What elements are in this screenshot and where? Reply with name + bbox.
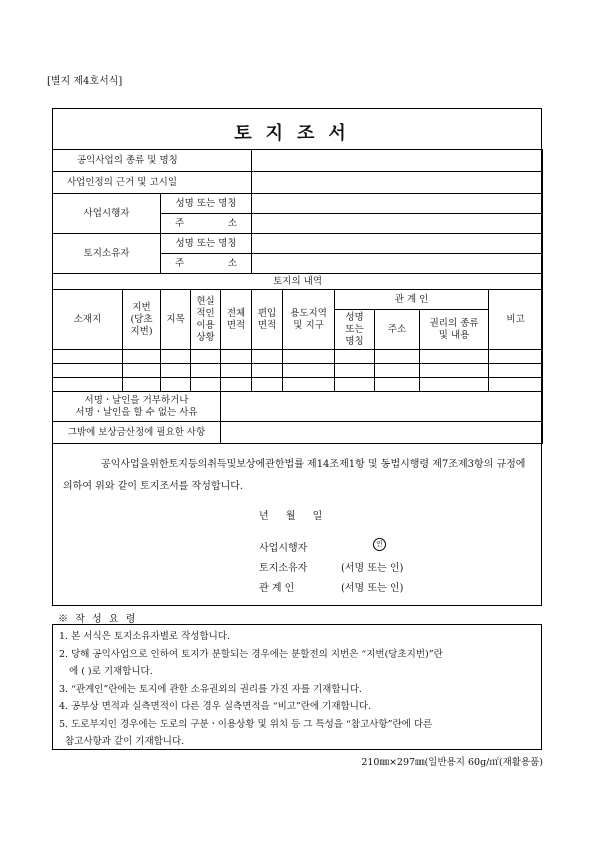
row-land-details-header: [53, 274, 543, 290]
address-left-char: 주: [175, 257, 185, 269]
operator-address-field[interactable]: [252, 214, 543, 234]
table-cell[interactable]: [489, 350, 543, 364]
form-number-label: [별지 제4호서식]: [47, 76, 123, 87]
owner-address-label: [161, 254, 252, 274]
table-cell[interactable]: [53, 350, 123, 364]
col-lot-number-line: (당초: [130, 313, 153, 325]
row-refusal-reason: [53, 392, 543, 422]
col-remarks: 비고: [489, 290, 543, 350]
guide-item: 1. 본 서식은 토지소유자별로 작성합니다.: [59, 631, 230, 642]
land-survey-table: [52, 149, 543, 444]
guide-item: 참고사항과 같이 기재합니다.: [65, 736, 185, 747]
owner-label: 토지소유자: [53, 234, 161, 274]
address-right-char: 소: [227, 217, 238, 229]
table-cell[interactable]: [191, 364, 221, 378]
col-actual-use: [191, 290, 221, 350]
table-cell[interactable]: [283, 350, 335, 364]
col-total-area-line: 면적: [226, 319, 246, 331]
paper-spec: 210㎜×297㎜(일반용지 60g/㎡(재활용품): [361, 757, 543, 768]
col-stakeholder-address: 주소: [375, 310, 420, 350]
business-name-label: 공익사업의 종류 및 명칭: [53, 150, 252, 172]
col-zone: [283, 290, 335, 350]
col-actual-use-line: 상황: [196, 331, 215, 343]
land-details-header: 토지의 내역: [53, 274, 543, 290]
table-cell[interactable]: [420, 378, 489, 392]
seal-icon: 인: [373, 538, 386, 551]
table-cell[interactable]: [221, 378, 252, 392]
refusal-reason-field[interactable]: [221, 392, 543, 422]
col-total-area-line: 전체: [226, 307, 246, 319]
col-stakeholder: 관 계 인: [335, 290, 489, 310]
col-actual-use-line: 적인: [196, 307, 215, 319]
table-cell[interactable]: [161, 378, 191, 392]
other-needed-field[interactable]: [221, 422, 543, 444]
col-stakeholder-name-line: 명칭: [345, 335, 364, 347]
col-land-category: 지목: [161, 290, 191, 350]
col-included-area: [252, 290, 283, 350]
table-cell[interactable]: [123, 350, 161, 364]
guide-item: 5. 도로부지인 경우에는 도로의 구분ㆍ이용상황 및 위치 등 그 특성을 “참고사항”란에 다른: [59, 718, 433, 730]
guide-item: 3. “관계인”란에는 토지에 관한 소유권외의 권리를 가진 자를 기재합니다.: [59, 683, 362, 695]
col-actual-use-line: 현실: [196, 295, 215, 307]
guide-item: 2. 당해 공익사업으로 인하여 토지가 분할되는 경우에는 분할전의 지번은 “지번(당초지번)”란: [59, 648, 443, 660]
table-cell[interactable]: [53, 378, 123, 392]
table-cell[interactable]: [161, 364, 191, 378]
table-cell[interactable]: [335, 350, 375, 364]
guide-item: 에 ( )로 기재합니다.: [69, 666, 153, 677]
table-cell[interactable]: [123, 378, 161, 392]
table-cell[interactable]: [221, 350, 252, 364]
col-stakeholder-name: [335, 310, 375, 350]
operator-address-label: [161, 214, 252, 234]
col-actual-use-line: 이용: [196, 319, 215, 331]
signature-owner-note: (서명 또는 인): [341, 563, 404, 574]
col-zone-line: 및 지구: [293, 319, 324, 331]
table-row: [53, 364, 543, 378]
col-stakeholder-name-line: 성명: [345, 311, 364, 323]
table-cell[interactable]: [252, 350, 283, 364]
col-lot-number-line: 지번): [130, 325, 153, 337]
row-other-needed: [53, 422, 543, 444]
col-lot-number: [123, 290, 161, 350]
refusal-reason-label: [53, 392, 221, 422]
signature-owner-label: 토지소유자: [259, 563, 308, 574]
table-cell[interactable]: [191, 350, 221, 364]
table-cell[interactable]: [53, 364, 123, 378]
table-row: [53, 350, 543, 364]
table-cell[interactable]: [420, 350, 489, 364]
operator-label: 사업시행자: [53, 194, 161, 234]
table-cell[interactable]: [161, 350, 191, 364]
table-cell[interactable]: [335, 364, 375, 378]
seal-mark: [373, 538, 386, 551]
other-needed-label: 그밖에 보상금산정에 필요한 사항: [53, 422, 221, 444]
address-right-char: 소: [227, 257, 238, 269]
col-included-area-line: 편입: [257, 307, 277, 319]
operator-name-field[interactable]: [252, 194, 543, 214]
guide-title: ※ 작 성 요 령: [58, 614, 138, 625]
col-rights: [420, 310, 489, 350]
owner-name-label: 성명 또는 명칭: [161, 234, 252, 254]
business-name-field[interactable]: [252, 150, 543, 172]
approval-basis-label: 사업인정의 근거 및 고시일: [53, 172, 252, 194]
row-operator-name: [53, 194, 543, 214]
col-stakeholder-name-line: 또는: [345, 323, 364, 335]
table-cell[interactable]: [335, 378, 375, 392]
table-cell[interactable]: [283, 364, 335, 378]
address-left-char: 주: [175, 217, 185, 229]
table-cell[interactable]: [375, 378, 420, 392]
col-rights-line: 권리의 종류: [429, 317, 479, 329]
date-line: 년 월 일: [259, 511, 323, 522]
owner-name-field[interactable]: [252, 234, 543, 254]
table-cell[interactable]: [221, 364, 252, 378]
signature-operator-label: 사업시행자: [259, 543, 308, 554]
table-cell[interactable]: [489, 378, 543, 392]
declaration-statement: 공익사업을위한토지등의취득및보상에관한법률 제14조제1항 및 동법시행령 제7조제3항의 규정에 의하여 위와 같이 토지조서를 작성합니다.: [63, 459, 526, 492]
table-cell[interactable]: [283, 378, 335, 392]
col-zone-line: 용도지역: [290, 307, 327, 319]
operator-name-label: 성명 또는 명칭: [161, 194, 252, 214]
col-location: 소재지: [53, 290, 123, 350]
row-column-headers-1: [53, 290, 543, 310]
table-row: [53, 378, 543, 392]
refusal-reason-line: 서명ㆍ날인을 할 수 없는 사유: [75, 406, 198, 418]
table-cell[interactable]: [191, 378, 221, 392]
form-title: 토지조서: [234, 123, 360, 144]
guide-item: 4. 공부상 면적과 실측면적이 다른 경우 실측면적을 “비고”란에 기재합니다.: [59, 701, 372, 712]
refusal-reason-line: 서명ㆍ날인을 거부하거나: [84, 394, 189, 406]
col-lot-number-line: 지번: [132, 301, 151, 313]
signature-stakeholder-label: 관 계 인: [259, 583, 295, 594]
table-cell[interactable]: [375, 364, 420, 378]
writing-guide-box: [52, 624, 542, 750]
table-cell[interactable]: [489, 364, 543, 378]
table-cell[interactable]: [123, 364, 161, 378]
col-total-area: [221, 290, 252, 350]
table-cell[interactable]: [252, 378, 283, 392]
col-rights-line: 및 내용: [438, 329, 470, 341]
signature-stakeholder-note: (서명 또는 인): [341, 583, 404, 594]
approval-basis-field[interactable]: [252, 172, 543, 194]
row-owner-name: [53, 234, 543, 254]
row-business-name: [53, 150, 543, 172]
land-survey-form: [52, 108, 542, 606]
table-cell[interactable]: [252, 364, 283, 378]
owner-address-field[interactable]: [252, 254, 543, 274]
table-cell[interactable]: [375, 350, 420, 364]
row-approval-basis: [53, 172, 543, 194]
table-cell[interactable]: [420, 364, 489, 378]
col-included-area-line: 면적: [257, 319, 277, 331]
